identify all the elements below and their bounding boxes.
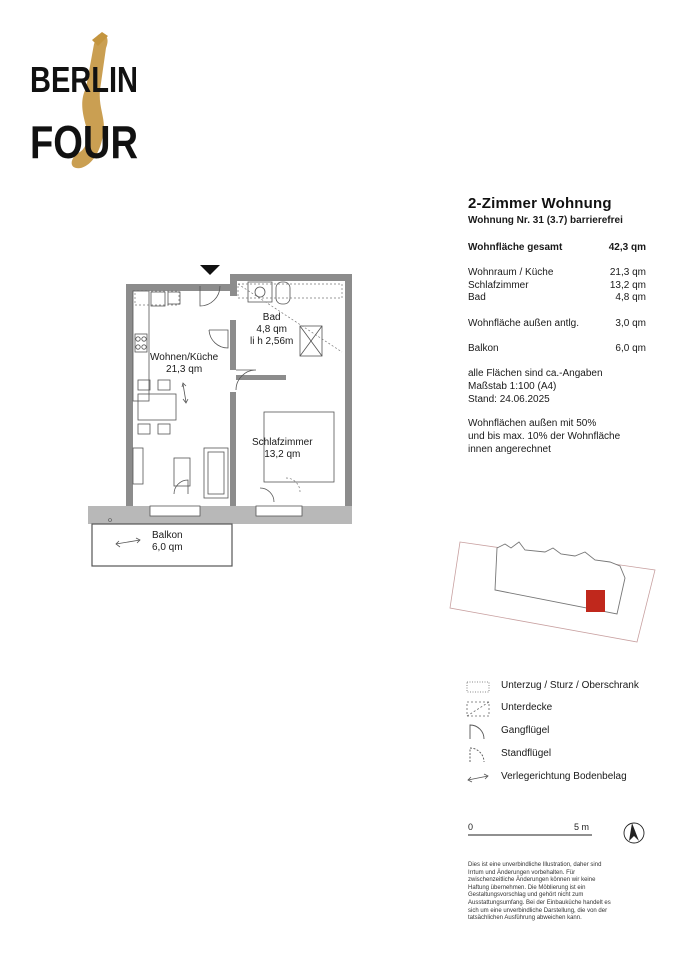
area-label: Wohnraum / Küche (468, 267, 554, 278)
apartment-title: 2-Zimmer Wohnung (468, 195, 612, 212)
outdoor-line: und bis max. 10% der Wohnfläche (468, 431, 621, 442)
area-outdoor-row (468, 317, 646, 330)
disclaimer-line: tatsächlichen Ausführung abweichen kann. (468, 915, 582, 922)
room-label-bath (250, 312, 293, 348)
dashed-door-swing-icon (466, 747, 490, 763)
area-outdoor-label: Wohnfläche außen antlg. (468, 318, 580, 329)
area-value: 21,3 qm (609, 267, 646, 278)
info-line: Maßstab 1:100 (A4) (468, 381, 557, 392)
outdoor-line: innen angerechnet (468, 444, 551, 455)
double-arrow-icon (466, 770, 490, 786)
scale-start: 0 (468, 822, 474, 832)
room-label-living (150, 352, 218, 376)
room-name: Wohnen/Küche (150, 352, 219, 363)
legend-label: Verlegerichtung Bodenbelag (501, 771, 627, 782)
dotted-rectangle-icon (466, 679, 490, 695)
area-value: 13,2 qm (609, 280, 646, 291)
room-label-bedroom (252, 437, 313, 461)
disclaimer-line: zwischenzeitliche Änderungen können wir keine (468, 877, 596, 884)
disclaimer (468, 862, 653, 923)
area-total-value: 42,3 qm (608, 242, 646, 253)
disclaimer-line: Irrtum und Änderungen vorbehalten. Für (468, 869, 576, 876)
room-area: 6,0 qm (152, 542, 183, 553)
logo-line2: FOUR (30, 116, 138, 168)
entrance-marker-icon (200, 265, 220, 275)
site-plan (445, 530, 660, 650)
apartment-location-marker (586, 590, 605, 612)
room-label-balcony (152, 530, 183, 554)
disclaimer-line: Gestaltungsvorschlag und gehört nicht zum (468, 892, 584, 899)
room-name: Balkon (152, 530, 183, 541)
room-height: li h 2,56m (250, 336, 294, 347)
floor-plan (88, 262, 358, 582)
scale-bar (466, 818, 656, 848)
berlin-four-logo (28, 30, 148, 175)
area-row (468, 266, 646, 279)
room-area: 21,3 qm (166, 364, 203, 375)
legend-label: Unterzug / Sturz / Oberschrank (501, 680, 639, 691)
logo-line1: BERLIN (30, 59, 138, 100)
info-line: alle Flächen sind ca.-Angaben (468, 368, 603, 379)
area-total-label: Wohnfläche gesamt (468, 242, 563, 253)
outdoor-note (468, 417, 620, 456)
walls (88, 274, 352, 524)
area-label: Schlafzimmer (468, 280, 529, 291)
disclaimer-line: Dies ist eine unverbindliche Illustration, daher sind (468, 862, 602, 868)
area-balcony-label: Balkon (468, 343, 499, 354)
disclaimer-line: Ausstattungsumfang. Bei der Einbauküche handelt es (468, 899, 611, 906)
legend-label: Unterdecke (501, 702, 553, 713)
area-balcony-value: 6,0 qm (615, 343, 646, 354)
info-line: Stand: 24.06.2025 (468, 394, 550, 405)
north-arrow-icon (624, 823, 644, 843)
apartment-subtitle: Wohnung Nr. 31 (3.7) barrierefrei (468, 215, 623, 226)
scale-end: 5 m (574, 822, 590, 832)
outdoor-line: Wohnflächen außen mit 50% (468, 418, 597, 429)
room-area: 13,2 qm (264, 449, 301, 460)
room-area: 4,8 qm (256, 324, 287, 335)
disclaimer-line: sich um eine unverbindliche Darstellung, die von der (468, 907, 608, 914)
info-note (468, 367, 603, 406)
room-name: Bad (262, 312, 281, 323)
area-value: 4,8 qm (615, 292, 646, 303)
legend-label: Gangflügel (501, 725, 550, 736)
building-outline (495, 542, 625, 614)
area-label: Bad (468, 292, 486, 303)
room-name: Schlafzimmer (252, 437, 313, 448)
door-swing-icon (466, 724, 490, 740)
area-row (468, 291, 646, 304)
legend-label: Standflügel (501, 748, 552, 759)
area-outdoor-value: 3,0 qm (615, 318, 646, 329)
area-total-row (468, 241, 646, 254)
dashed-diagonal-box-icon (466, 701, 490, 717)
disclaimer-line: Haftung übernehmen. Die Möblierung ist ein (468, 884, 586, 891)
area-balcony-row (468, 342, 646, 355)
